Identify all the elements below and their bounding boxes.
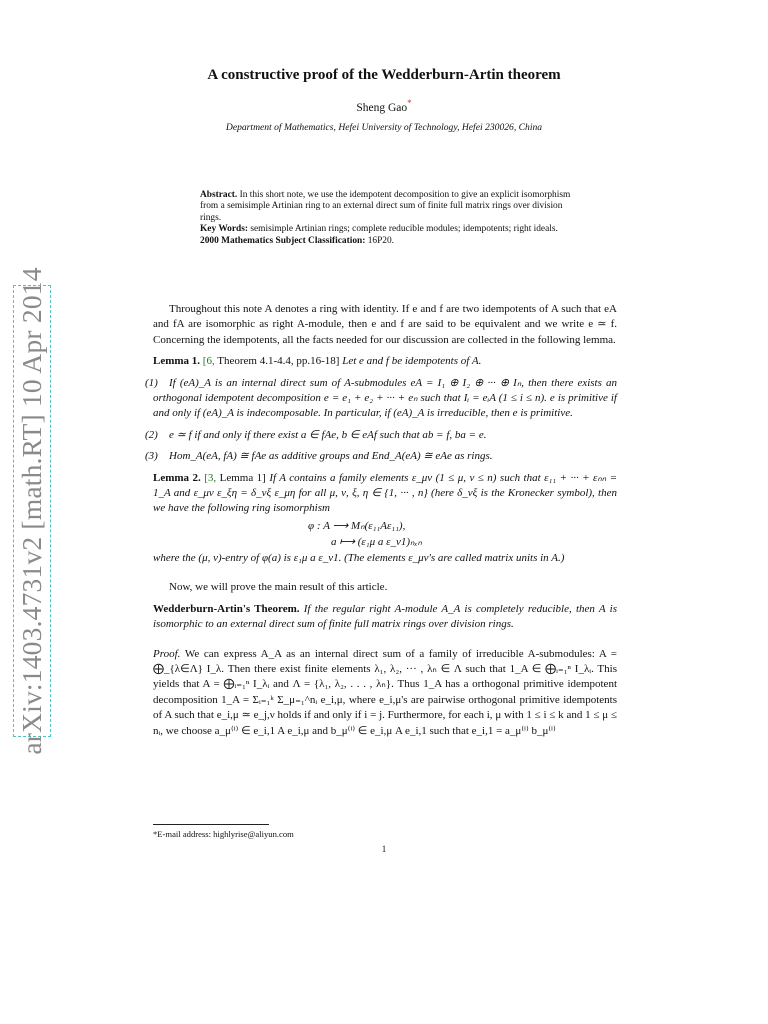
lemma1-head: Lemma 1. bbox=[153, 355, 201, 368]
theorem-statement bbox=[153, 602, 617, 633]
theorem-text: If the regular right A-module A_A is completely reducible, then A is isomorphic to an external direct sum of finite full matrix rings over division rings. bbox=[153, 602, 617, 631]
footnote-marker[interactable]: * bbox=[407, 98, 412, 108]
isomorphism-display bbox=[153, 517, 617, 551]
lemma1-statement bbox=[153, 354, 617, 369]
lemma1-item-2 bbox=[145, 428, 617, 443]
lemma2-ref: Lemma 1] bbox=[219, 471, 266, 484]
page-number: 1 bbox=[381, 844, 387, 854]
item-text: e ≃ f if and only if there exist a ∈ fAe, b ∈ eAf such that ab = f, ba = e. bbox=[169, 428, 487, 441]
msc-text: 16P20. bbox=[367, 235, 395, 246]
abstract-text: In this short note, we use the idempotent decomposition to give an explicit isomorphism from a semisimple Artinian ring to an external direct sum of finite full matrix rings over division rings. bbox=[200, 190, 571, 223]
now-paragraph: Now, we will prove the main result of this article. bbox=[169, 581, 388, 594]
lemma1-item-3 bbox=[145, 449, 617, 464]
body-text bbox=[145, 302, 618, 739]
proof-text: We can express A_A as an internal direct sum of a family of irreducible A-submodules: A = ⨁_{λ∈Λ} I_λ. Then there exist finite elements λ₁, λ₂, ··· , λₙ ∈ Λ such that 1_A ∈ ⨁ᵢ₌₁ⁿ I_λᵢ. This yields that A = ⨁ᵢ₌₁ⁿ I_λᵢ and Λ = {λ₁, λ₂, . . . , λₙ}. Thus 1_A has a orthogonal primitive idempotent decomposition 1_A = Σᵢ₌₁ᵏ Σ_μ₌₁^nᵢ e_i,μ, where e_i,μ's are pairwise orthogonal primitive idempotents of A such that e_i,μ ≃ e_j,ν holds if and only if i = j. Furthermore, for each i, μ with 1 ≤ i ≤ k and 1 ≤ μ ≤ nᵢ, we choose a_μ⁽ⁱ⁾ ∈ e_i,1 A e_i,μ and b_μ⁽ⁱ⁾ ∈ e_i,μ A e_i,1 such that e_i,1 = a_μ⁽ⁱ⁾ b_μ⁽ⁱ⁾ bbox=[153, 647, 617, 737]
proof-head: Proof. bbox=[153, 647, 181, 660]
lemma1-ref: Theorem 4.1-4.4, pp.16-18] bbox=[217, 355, 340, 368]
lemma2-statement bbox=[153, 471, 617, 517]
item-text: Hom_A(eA, fA) ≅ fAe as additive groups and End_A(eA) ≅ eAe as rings. bbox=[169, 450, 493, 463]
author-line bbox=[0, 98, 768, 114]
keywords-text: semisimple Artinian rings; complete reducible modules; idempotents; right ideals. bbox=[250, 224, 558, 235]
proof-paragraph bbox=[153, 647, 617, 739]
item-label: (2) bbox=[145, 428, 158, 441]
lemma2-text: If A contains a family elements ε_μν (1 ≤ μ, ν ≤ n) such that ε₁₁ + ··· + εₙₙ = 1_A and ε_μν ε_ξη = δ_νξ ε_μη for all μ, ν, ξ, η ∈ {1, ··· , n} (here δ_νξ is the Kronecker symbol), then we have the following ring isomorphism bbox=[153, 471, 618, 515]
keywords-head: Key Words: bbox=[200, 224, 249, 235]
abstract-paragraph bbox=[200, 190, 572, 224]
lemma2-citation-link[interactable]: [3, bbox=[204, 471, 217, 484]
footnote: *E-mail address: highlyrise@aliyun.com bbox=[153, 829, 294, 839]
map-row-2: a ⟼ (ε₁μ a ε_ν1)ₙₓₙ bbox=[331, 535, 422, 548]
abstract-block bbox=[200, 190, 572, 247]
lemma1-item-1 bbox=[145, 376, 617, 422]
affiliation: Department of Mathematics, Hefei University of Technology, Hefei 230026, China bbox=[225, 122, 543, 133]
keywords-paragraph bbox=[200, 224, 572, 235]
item-label: (1) bbox=[145, 376, 158, 389]
intro-paragraph: Throughout this note A denotes a ring with identity. If e and f are two idempotents of A such that eA and fA are isomorphic as right A-module, then e and f are said to be equivalent and we write e ≃ f. Concerning the idempotents, all the facts needed for our discussion are collected in the following lemma. bbox=[153, 303, 617, 346]
lemma2-head: Lemma 2. bbox=[153, 471, 201, 484]
arxiv-stamp[interactable]: arXiv:1403.4731v2 [math.RT] 10 Apr 2014 bbox=[16, 267, 47, 755]
lemma2-after: where the (μ, ν)-entry of φ(a) is ε₁μ a ε_ν1. (The elements ε_μν's are called matrix units in A.) bbox=[153, 551, 565, 564]
map-row-1: φ : A ⟶ Mₙ(ε₁₁Aε₁₁), bbox=[308, 519, 406, 532]
lemma1-citation-link[interactable]: [6, bbox=[202, 355, 215, 368]
footnote-rule bbox=[153, 824, 269, 825]
item-text: If (eA)_A is an internal direct sum of A-submodules eA = I₁ ⊕ I₂ ⊕ ··· ⊕ Iₙ, then there exists an orthogonal idempotent decomposition e = e₁ + e₂ + ··· + eₙ such that Iᵢ = eᵢA (1 ≤ i ≤ n). e is primitive if and only if (eA)_A is indecomposable. In particular, if (eA)_A is irreducible, then e is primitive. bbox=[153, 376, 617, 420]
theorem-head: Wedderburn-Artin's Theorem. bbox=[153, 602, 300, 615]
msc-head: 2000 Mathematics Subject Classification: bbox=[200, 235, 366, 246]
lemma1-text: Let e and f be idempotents of A. bbox=[342, 355, 482, 368]
msc-paragraph bbox=[200, 236, 572, 247]
author-name: Sheng Gao bbox=[356, 101, 408, 114]
paper-title: A constructive proof of the Wedderburn-Artin theorem bbox=[207, 67, 561, 83]
abstract-head: Abstract. bbox=[200, 190, 238, 200]
item-label: (3) bbox=[145, 450, 158, 463]
